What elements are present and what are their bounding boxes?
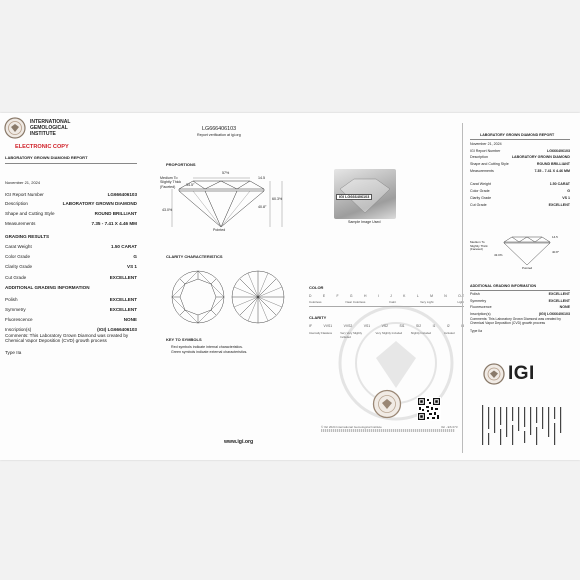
qr-code[interactable] bbox=[417, 397, 441, 421]
report-date: November 21, 2024 bbox=[5, 180, 41, 185]
divider bbox=[309, 306, 464, 307]
electronic-copy-label: ELECTRONIC COPY bbox=[15, 144, 69, 150]
crown-height-label: 14.5 bbox=[258, 176, 265, 180]
stub-diamond-type: Type IIa bbox=[470, 329, 483, 333]
clarity-groups: Internally Flawless Very Very Slightly Included Very Slightly Included Slightly Included Included bbox=[309, 331, 455, 339]
additional-row: Inscription(s) (IGI) LG666406103 bbox=[5, 327, 137, 332]
stub-additional-row: Symmetry EXCELLENT bbox=[470, 299, 570, 303]
stub-crown-height: 14.5 bbox=[552, 235, 558, 239]
divider bbox=[470, 290, 570, 291]
pavilion-depth-label: 43.0% bbox=[162, 208, 173, 212]
color-scale: D E F G H I J K L M N O-Z bbox=[309, 294, 464, 298]
additional-row: Polish EXCELLENT bbox=[5, 297, 137, 302]
grading-row: Cut Grade EXCELLENT bbox=[5, 275, 137, 280]
stub-field-row: Clarity Grade VS 1 bbox=[470, 196, 570, 200]
org-name-line3: INSTITUTE bbox=[30, 131, 56, 137]
stub-rotated-details bbox=[478, 401, 568, 451]
stub-additional-row: Inscription(s) (IGI) LG666406103 bbox=[470, 312, 570, 316]
stub-field-row: IGI Report Number LG666406103 bbox=[470, 149, 570, 153]
stub-date: November 21, 2024 bbox=[470, 142, 502, 146]
stub-culet: Pointed bbox=[522, 266, 533, 270]
stub-field-row: Carat Weight 1.50 CARAT bbox=[470, 182, 570, 186]
key-to-symbols-title: KEY TO SYMBOLS bbox=[166, 337, 202, 342]
diamond-type: Type IIa bbox=[5, 350, 22, 355]
stub-additional-row: Fluorescence NONE bbox=[470, 305, 570, 309]
stub-girdle-label: Medium To Slightly Thick (Faceted) bbox=[470, 240, 488, 252]
document-code: IGI - ES 073 bbox=[441, 425, 458, 429]
additional-info-title: ADDITIONAL GRADING INFORMATION bbox=[5, 285, 90, 290]
stub-additional-row: Polish EXCELLENT bbox=[470, 292, 570, 296]
table-percent-label: 57% bbox=[222, 171, 230, 175]
girdle-label: Medium To Slightly Thick (Faceted) bbox=[160, 176, 182, 189]
grading-results-title: GRADING RESULTS bbox=[5, 234, 50, 239]
proportions-title: PROPORTIONS bbox=[166, 162, 196, 167]
clarity-characteristics-title: CLARITY CHARACTERISTICS bbox=[166, 254, 223, 259]
depth-percent-label: 60.3% bbox=[272, 197, 283, 201]
stub-comments: Comments: This Laboratory Grown Diamond was created by Chemical Vapor Deposition (CVD) growth process bbox=[470, 317, 561, 325]
verification-text: Report verification at igi.org bbox=[197, 133, 241, 137]
clarity-scale-title: CLARITY bbox=[309, 315, 327, 320]
color-scale-title: COLOR bbox=[309, 285, 324, 290]
divider bbox=[5, 163, 137, 164]
culet-label: Pointed bbox=[213, 228, 226, 232]
stub-field-row: Color Grade G bbox=[470, 189, 570, 193]
girdle-inscription-sample: IGI LG666406103 bbox=[336, 194, 372, 200]
grading-row: Carat Weight 1.50 CARAT bbox=[5, 244, 137, 249]
igi-logo-text: IGI bbox=[508, 363, 535, 384]
security-strip bbox=[321, 429, 455, 432]
igi-logo-seal-icon bbox=[483, 363, 505, 385]
igi-logo bbox=[483, 362, 553, 386]
org-name-line2: GEMOLOGICAL bbox=[30, 125, 68, 131]
key-green-text: Green symbols indicate external characteristics. bbox=[171, 350, 248, 354]
stub-additional-title: ADDITIONAL GRADING INFORMATION bbox=[470, 284, 537, 288]
key-red-text: Red symbols indicate internal characteristics. bbox=[171, 345, 243, 349]
pavilion-angle-label: 40.8° bbox=[258, 205, 267, 209]
copyright-text: © IGI 2024 International Gemological Institute bbox=[321, 425, 382, 429]
stub-field-row: Cut Grade EXCELLENT bbox=[470, 203, 570, 207]
additional-row: Fluorescence NONE bbox=[5, 317, 137, 322]
igi-seal-logo bbox=[4, 117, 26, 139]
clarity-scale: IF VVS1 VVS2 VS1 VS2 SI1 SI2 I1 I2 I3 bbox=[309, 324, 464, 328]
igi-report-document bbox=[0, 113, 580, 460]
stub-field-row: Description LABORATORY GROWN DIAMOND bbox=[470, 155, 570, 159]
center-report-number: LG666406103 bbox=[202, 126, 237, 132]
color-groups: Colorless Near Colorless Faint Very Light Light bbox=[309, 300, 464, 304]
crown-angle-label: 34.5° bbox=[186, 183, 195, 187]
field-row: IGI Report Number LG666406103 bbox=[5, 192, 137, 197]
stub-separator bbox=[462, 123, 463, 453]
stub-pavilion-angle: 40.8° bbox=[552, 250, 560, 254]
stub-field-row: Measurements 7.35 - 7.41 X 4.46 MM bbox=[470, 169, 570, 173]
stub-title: LABORATORY GROWN DIAMOND REPORT bbox=[480, 133, 555, 137]
grading-row: Clarity Grade VS 1 bbox=[5, 264, 137, 269]
comments-text: Comments: This Laboratory Grown Diamond was created by Chemical Vapor Deposition (CVD) growth process bbox=[5, 333, 129, 344]
grading-row: Color Grade G bbox=[5, 254, 137, 259]
additional-row: Symmetry EXCELLENT bbox=[5, 307, 137, 312]
signature-seal bbox=[372, 389, 402, 419]
field-row: Measurements 7.35 - 7.41 X 4.46 MM bbox=[5, 221, 137, 226]
stub-field-row: Shape and Cutting Style ROUND BRILLIANT bbox=[470, 162, 570, 166]
field-row: Shape and Cutting Style ROUND BRILLIANT bbox=[5, 211, 137, 216]
divider bbox=[470, 139, 570, 140]
report-type-title: LABORATORY GROWN DIAMOND REPORT bbox=[5, 155, 88, 160]
website-link[interactable]: www.igi.org bbox=[224, 439, 254, 445]
sample-image-caption: Sample Image Used bbox=[348, 220, 381, 224]
org-name-line1: INTERNATIONAL bbox=[30, 119, 71, 125]
field-row: Description LABORATORY GROWN DIAMOND bbox=[5, 201, 137, 206]
clarity-plot-diagram bbox=[170, 267, 290, 327]
stub-pavilion-depth: 43.0% bbox=[494, 253, 503, 257]
